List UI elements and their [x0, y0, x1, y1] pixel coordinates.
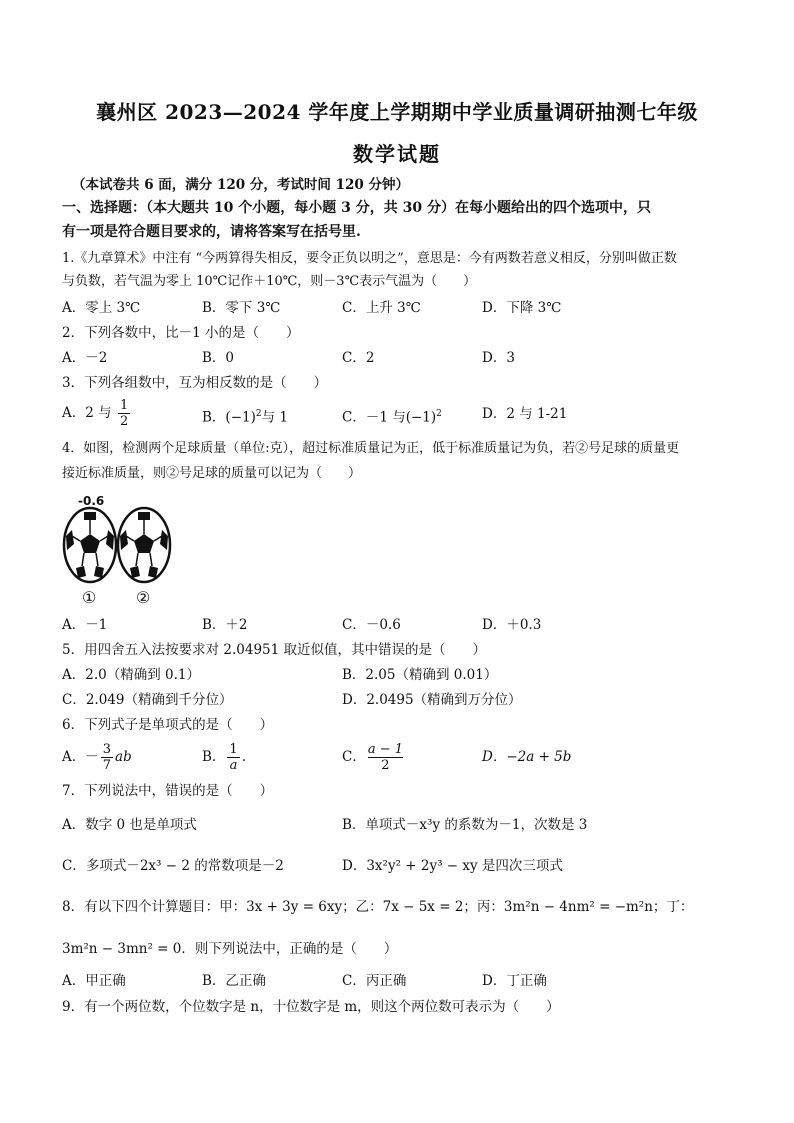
- q9-stem: 9．有一个两位数，个位数字是 n，十位数字是 m，则这个两位数可表示为（ ）: [62, 999, 560, 1015]
- q7-option-d[interactable]: D．3x²y² + 2y³ − xy 是四次三项式: [342, 858, 563, 874]
- q7-option-a[interactable]: A．数字 0 也是单项式: [62, 817, 197, 833]
- q7-option-b[interactable]: B．单项式－x³y 的系数为－1，次数是 3: [342, 817, 588, 833]
- q2-option-c[interactable]: C．2: [342, 350, 375, 366]
- q4-option-c[interactable]: C．－0.6: [342, 617, 401, 633]
- q3-option-d[interactable]: D．2 与 1-21: [482, 406, 568, 422]
- q6-stem: 6．下列式子是单项式的是（ ）: [62, 717, 274, 733]
- q2-option-a[interactable]: A．－2: [62, 350, 108, 366]
- q5-option-d[interactable]: D．2.0495（精确到万分位）: [342, 692, 522, 708]
- q2-option-b[interactable]: B．0: [202, 350, 235, 366]
- q4-stem-line2: 接近标准质量，则②号足球的质量可以记为（ ）: [62, 466, 362, 481]
- soccer-ball-icon-2: [118, 508, 170, 582]
- section-heading-line2: 有一项是符合题目要求的，请将答案写在括号里.: [62, 224, 361, 240]
- q1-stem-line1: 1.《九章算术》中注有 “今两算得失相反，要令正负以明之”，意思是：今有两数若意义相反，分别叫做正数: [62, 251, 677, 266]
- ball-1-mark: ①: [82, 588, 97, 607]
- q1-option-a[interactable]: A．零上 3℃: [62, 300, 141, 316]
- q4-option-a[interactable]: A．－1: [62, 617, 108, 633]
- q8-option-d[interactable]: D．丁正确: [482, 973, 547, 989]
- q2-stem: 2．下列各数中，比－1 小的是（ ）: [62, 325, 300, 341]
- q3-a-fraction: $\frac{1}{2}$: [119, 398, 129, 429]
- q5-stem: 5．用四舍五入法按要求对 2.04951 取近似值，其中错误的是（ ）: [62, 642, 486, 658]
- q6-option-c[interactable]: C． $\frac{a - 1}{2}$: [342, 742, 404, 773]
- q4-option-b[interactable]: B．＋2: [202, 617, 248, 633]
- q7-option-c[interactable]: C．多项式－2x³ − 2 的常数项是－2: [62, 858, 284, 874]
- q8-option-a[interactable]: A．甲正确: [62, 973, 126, 989]
- q1-option-d[interactable]: D．下降 3℃: [482, 300, 562, 316]
- ball-weight-label: -0.6: [78, 494, 105, 508]
- ball-2-mark: ②: [136, 588, 151, 607]
- soccer-balls-figure: [62, 506, 174, 584]
- q1-option-c[interactable]: C．上升 3℃: [342, 300, 421, 316]
- exam-title: 襄州区 2023—2024 学年度上学期期中学业质量调研抽测七年级: [96, 100, 698, 124]
- q6-option-b[interactable]: B． $\frac{1}{a}$ .: [202, 742, 246, 773]
- q3-stem: 3．下列各组数中，互为相反数的是（ ）: [62, 375, 328, 391]
- q6-option-d[interactable]: D．−2a + 5b: [482, 749, 572, 765]
- q8-option-b[interactable]: B．乙正确: [202, 973, 266, 989]
- q1-option-b[interactable]: B．零下 3℃: [202, 300, 281, 316]
- q3-option-c[interactable]: C．－1 与$(-1)^2$: [342, 409, 442, 426]
- q1-stem-line2: 与负数，若气温为零上 10℃记作＋10℃，则－3℃表示气温为（ ）: [62, 274, 477, 289]
- exam-subtitle: 数学试题: [353, 142, 441, 166]
- q8-option-c[interactable]: C．丙正确: [342, 973, 407, 989]
- q5-option-a[interactable]: A．2.0（精确到 0.1）: [62, 667, 200, 683]
- q2-option-d[interactable]: D．3: [482, 350, 515, 366]
- q3-option-a[interactable]: A．2 与 $\frac{1}{2}$: [62, 398, 129, 429]
- q7-stem: 7．下列说法中，错误的是（ ）: [62, 783, 274, 799]
- soccer-ball-icon-1: [64, 508, 116, 582]
- q5-option-b[interactable]: B．2.05（精确到 0.01）: [342, 667, 498, 683]
- q8-stem-line1: 8．有以下四个计算题目：甲：3x + 3y = 6xy；乙：7x − 5x = 2；丙：3m²n − 4nm² = −m²n；丁：: [62, 899, 694, 915]
- q4-stem-line1: 4．如图，检测两个足球质量（单位:克），超过标准质量记为正，低于标准质量记为负，若②号足球的质量更: [62, 441, 680, 456]
- section-heading-line1: 一、选择题：（本大题共 10 个小题，每小题 3 分，共 30 分）在每小题给出的四个选项中，只: [62, 200, 651, 216]
- q4-option-d[interactable]: D．＋0.3: [482, 617, 542, 633]
- q3-option-b[interactable]: B．$(-1)^2$与 1: [202, 409, 288, 426]
- q5-option-c[interactable]: C．2.049（精确到千分位）: [62, 692, 233, 708]
- q8-stem-line2: 3m²n − 3mn² = 0．则下列说法中，正确的是（ ）: [62, 941, 398, 957]
- exam-meta: （本试卷共 6 面，满分 120 分，考试时间 120 分钟）: [72, 177, 409, 193]
- q6-option-a[interactable]: A．－ $\frac{3}{7}$ ab: [62, 742, 132, 773]
